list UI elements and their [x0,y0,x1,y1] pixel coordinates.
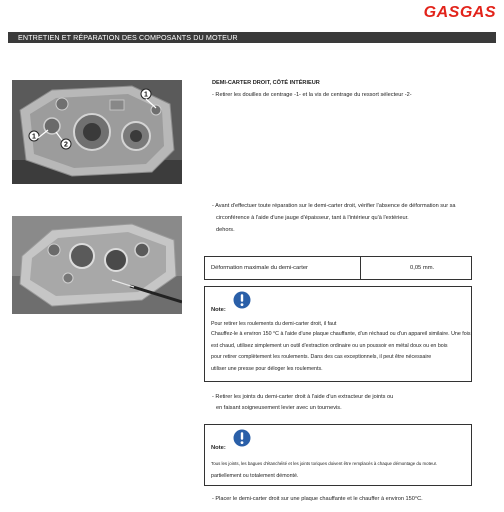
section1-line1: - Retirer les douilles de centrage -1- et la vis de centrage du ressort sélecteur -2- [212,92,412,98]
crankcase-photo-gauge [12,216,182,314]
section2-line2: circonférence à l'aide d'une jauge d'épaisseur, tant à l'intérieur qu'à l'extérieur. [216,215,409,221]
logo-text: GASGAS [423,4,496,20]
callout-2: 2 [64,141,68,149]
spec-value: 0,05 mm. [410,265,435,271]
section3-line1: - Retirer les joints du demi-carter droit à l'aide d'un extracteur de joints ou [212,394,394,400]
note1-line1: Pour retirer les roulements du demi-carter droit, il faut [211,321,337,327]
section2-line1: - Avant d'effectuer toute réparation sur le demi-carter droit, vérifier l'absence de déformation sur sa [212,203,456,209]
note-box-seals [204,424,472,486]
note1-line5: utiliser une presse pour déloger les roulements. [211,366,323,372]
section3-line2: en faisant soigneusement levier avec un tournevis. [216,405,342,411]
section-header-bar [8,32,496,43]
section4-line1: - Placer le demi-carter droit sur une plaque chauffante et le chauffer à environ 150°C. [212,496,423,502]
section1-heading: DEMI-CARTER DROIT, CÔTÉ INTÉRIEUR [212,80,320,86]
section-header-title: ENTRETIEN ET RÉPARATION DES COMPOSANTS DU MOTEUR [18,33,238,42]
crankcase-photo-inner [12,80,182,184]
note1-line4: pour retirer complètement les roulements. Dans des cas exceptionnels, il peut être nécessaire [211,354,432,360]
note-box-bearings [204,286,472,382]
spec-table [204,256,472,280]
gasgas-logo [412,2,496,20]
crankcase-illustration [12,80,182,184]
section2-line3: dehors. [216,227,235,233]
callout-1-top: 1 [144,91,148,99]
crankcase-gauge-illustration [12,216,182,314]
info-icon [233,291,251,309]
note1-line3: est chaud, utilisez simplement un outil d'extraction ordinaire ou un poussoir en métal doux ou en bois [211,343,448,349]
note1-line2: Chauffez-le à environ 150 °C à l'aide d'une plaque chauffante, d'un réchaud ou d'un appareil similaire. Une fois [211,331,471,337]
spec-label: Déformation maximale du demi-carter [211,265,308,271]
callout-1-left: 1 [32,133,36,141]
info-icon [233,429,251,447]
note2-line2: partiellement ou totalement démonté. [211,473,299,479]
table-divider [360,257,361,279]
note2-line1: Tous les joints, les bagues d'étanchéité et les joints toriques doivent être remplacés à chaque démontage du moteur. [211,461,438,466]
note-label: Note: [211,307,226,313]
note-label: Note: [211,445,226,451]
